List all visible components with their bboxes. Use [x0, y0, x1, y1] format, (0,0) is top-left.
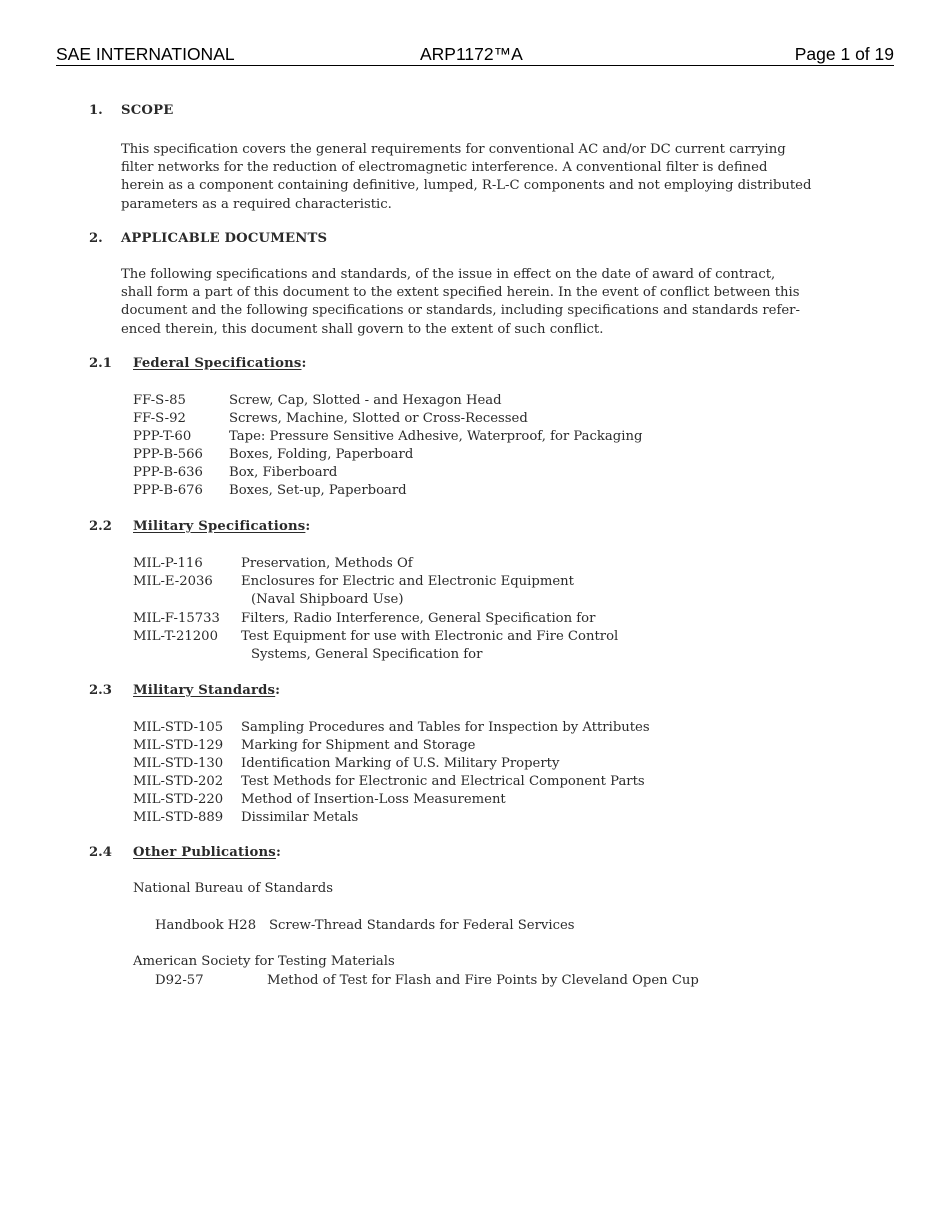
spec-desc-continued: Systems, General Specification for [251, 647, 483, 662]
std-desc: Method of Insertion-Loss Measurement [241, 792, 506, 807]
section-title-applicable: APPLICABLE DOCUMENTS [121, 231, 328, 246]
section-title-federal [133, 356, 307, 371]
text-line: herein as a component containing definitive, lumped, R-L-C components and not employing distributed [121, 178, 812, 194]
federal-spec-list [133, 392, 753, 502]
std-code: MIL-STD-129 [133, 738, 224, 753]
spec-desc: Enclosures for Electric and Electronic Equipment [241, 574, 574, 589]
section-number: 2.3 [89, 683, 112, 698]
std-desc: Marking for Shipment and Storage [241, 738, 476, 753]
scope-paragraph [121, 141, 866, 214]
std-desc: Test Methods for Electronic and Electrical Component Parts [241, 774, 645, 789]
text-line: document and the following specifications or standards, including specifications and standards refer- [121, 303, 800, 319]
spec-desc: Boxes, Set-up, Paperboard [229, 483, 407, 498]
spec-code: MIL-P-116 [133, 556, 203, 571]
publisher-astm: American Society for Testing Materials [133, 954, 395, 969]
publication-code: Handbook H28 [155, 918, 257, 933]
std-code: MIL-STD-202 [133, 774, 224, 789]
spec-desc: Screw, Cap, Slotted - and Hexagon Head [229, 393, 502, 408]
spec-desc: Test Equipment for use with Electronic and Fire Control [241, 629, 619, 644]
military-std-list [133, 719, 733, 829]
handbook-entry [155, 917, 675, 935]
publication-desc: Screw-Thread Standards for Federal Services [269, 918, 575, 933]
spec-desc: Boxes, Folding, Paperboard [229, 447, 414, 462]
title-colon: : [275, 683, 281, 698]
spec-code: MIL-E-2036 [133, 574, 213, 589]
section-title-military-stds [133, 683, 280, 698]
text-line: shall form a part of this document to the extent specified herein. In the event of conflict between this [121, 285, 800, 301]
spec-code: PPP-B-566 [133, 447, 203, 462]
spec-desc: Screws, Machine, Slotted or Cross-Recessed [229, 411, 528, 426]
std-desc: Identification Marking of U.S. Military Property [241, 756, 560, 771]
header-org: SAE INTERNATIONAL [56, 44, 235, 64]
title-text: Federal Specifications [133, 356, 302, 371]
std-code: MIL-STD-889 [133, 810, 224, 825]
title-text: Other Publications [133, 845, 276, 860]
spec-code: PPP-B-636 [133, 465, 203, 480]
spec-desc: Box, Fiberboard [229, 465, 338, 480]
spec-code: PPP-T-60 [133, 429, 192, 444]
page-header [56, 44, 894, 66]
spec-desc: Tape: Pressure Sensitive Adhesive, Waterproof, for Packaging [229, 429, 643, 444]
publisher-nbs: National Bureau of Standards [133, 881, 333, 896]
std-code: MIL-STD-130 [133, 756, 224, 771]
std-desc: Sampling Procedures and Tables for Inspection by Attributes [241, 720, 650, 735]
header-doc-id: ARP1172™A [420, 44, 523, 64]
spec-code: FF-S-92 [133, 411, 186, 426]
text-line: filter networks for the reduction of electromagnetic interference. A conventional filter is defined [121, 160, 768, 176]
text-line: parameters as a required characteristic. [121, 196, 392, 212]
text-line: The following specifications and standards, of the issue in effect on the date of award of contract, [121, 267, 776, 282]
spec-desc-continued: (Naval Shipboard Use) [251, 592, 404, 607]
military-spec-list [133, 555, 693, 667]
section-number: 2.4 [89, 845, 112, 860]
spec-desc: Filters, Radio Interference, General Specification for [241, 611, 596, 626]
spec-code: PPP-B-676 [133, 483, 203, 498]
section-title-scope: SCOPE [121, 103, 174, 118]
text-line: enced therein, this document shall govern to the extent of such conflict. [121, 321, 604, 337]
spec-code: MIL-T-21200 [133, 629, 218, 644]
spec-code: FF-S-85 [133, 393, 186, 408]
publication-desc: Method of Test for Flash and Fire Points by Cleveland Open Cup [267, 973, 699, 988]
section-title-other [133, 845, 281, 860]
astm-entry [155, 972, 775, 990]
std-desc: Dissimilar Metals [241, 810, 359, 825]
text-line: This specification covers the general requirements for conventional AC and/or DC current carrying [121, 142, 786, 157]
publication-code: D92-57 [155, 973, 204, 988]
spec-code: MIL-F-15733 [133, 611, 220, 626]
title-text: Military Standards [133, 683, 276, 698]
title-colon: : [275, 845, 282, 860]
section-number: 2.1 [89, 356, 112, 371]
std-code: MIL-STD-220 [133, 792, 224, 807]
section-number: 1. [89, 103, 103, 118]
header-page-number: Page 1 of 19 [794, 44, 894, 64]
spec-desc: Preservation, Methods Of [241, 556, 413, 571]
title-text: Military Specifications [133, 519, 306, 534]
section-number: 2. [89, 231, 103, 246]
title-colon: : [305, 519, 311, 534]
applicable-paragraph [121, 266, 859, 339]
section-number: 2.2 [89, 519, 112, 534]
section-title-military-specs [133, 519, 310, 534]
std-code: MIL-STD-105 [133, 720, 224, 735]
title-colon: : [301, 356, 307, 371]
